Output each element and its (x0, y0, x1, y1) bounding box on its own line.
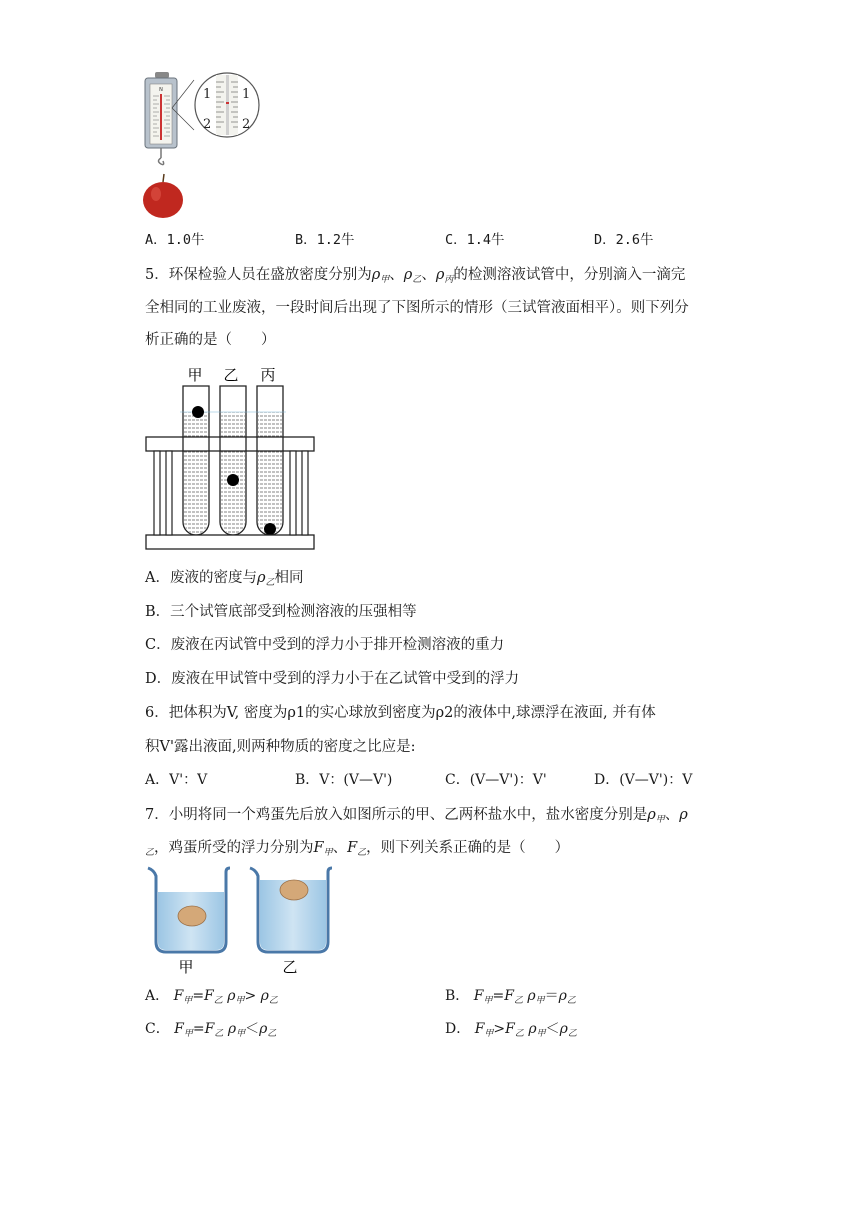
q4-option-a[interactable]: A．1.0牛 (145, 232, 205, 248)
tube-label-jia: 甲 (187, 366, 203, 384)
q6-stem-line-1: 6．把体积为V, 密度为ρ1的实心球放到密度为ρ2的液体中,球漂浮在液面, 并有体 (145, 705, 656, 721)
q4-option-c[interactable]: C．1.4牛 (445, 232, 505, 248)
q5-stem-line-1: 5．环保检验人员在盛放密度分别为$\rho_甲$、$\rho_乙$、$\rho_丙$的检测溶液试管中，分别滴入一滴完 (145, 267, 686, 285)
beaker-label-jia: 甲 (178, 958, 194, 976)
magnifier-label-1-left: 1 (203, 87, 212, 102)
magnifier-label-2-right: 2 (242, 117, 251, 132)
test-tube-figure (140, 362, 320, 554)
q5-option-b[interactable]: B．三个试管底部受到检测溶液的压强相等 (145, 604, 417, 620)
q7-option-c[interactable]: C． $F_甲=F_乙$ $\rho_甲<\rho_乙$ (145, 1021, 277, 1039)
spring-scale-figure (140, 70, 260, 220)
spring-scale-image (140, 70, 260, 220)
q4-option-d[interactable]: D．2.6牛 (594, 232, 654, 248)
beaker-label-yi: 乙 (282, 958, 298, 976)
scale-unit-label: N (159, 87, 163, 93)
q6-option-d[interactable]: D．(V—V')：V (594, 772, 693, 788)
q6-stem-line-2: 积V'露出液面,则两种物质的密度之比应是: (145, 739, 416, 755)
q5-option-c[interactable]: C．废液在丙试管中受到的浮力小于排开检测溶液的重力 (145, 637, 505, 653)
q5-stem-line-2: 全相同的工业废液，一段时间后出现了下图所示的情形（三试管液面相平）。则下列分 (145, 300, 689, 316)
tube-label-yi: 乙 (223, 366, 239, 384)
q6-option-a[interactable]: A．V'：V (145, 772, 208, 788)
tube-label-bing: 丙 (260, 366, 276, 384)
test-tube-rack-image (140, 362, 320, 554)
q7-option-a[interactable]: A． $F_甲=F_乙$ $\rho_甲> \rho_乙$ (145, 988, 278, 1006)
magnifier-label-2-left: 2 (203, 117, 212, 132)
q7-option-b[interactable]: B． $F_甲=F_乙$ $\rho_甲=\rho_乙$ (445, 988, 576, 1006)
q6-option-b[interactable]: B．V：(V—V') (295, 772, 393, 788)
q7-stem-line-2: $_乙$，鸡蛋所受的浮力分别为$F_甲$、$F_乙$，则下列关系正确的是（ ） (145, 840, 570, 858)
q5-option-a[interactable]: A．废液的密度与$\rho_乙$相同 (145, 570, 304, 588)
beakers-figure (140, 862, 340, 980)
q7-option-d[interactable]: D． $F_甲>F_乙$ $\rho_甲<\rho_乙$ (445, 1021, 577, 1039)
beakers-image (140, 862, 340, 980)
q5-stem-line-3: 析正确的是（ ） (145, 332, 276, 348)
magnifier-label-1-right: 1 (242, 87, 251, 102)
q6-option-c[interactable]: C．(V—V')：V' (445, 772, 547, 788)
q7-stem-line-1: 7．小明将同一个鸡蛋先后放入如图所示的甲、乙两杯盐水中，盐水密度分别是$\rho_甲$、ρ (145, 807, 688, 825)
q4-option-b[interactable]: B．1.2牛 (295, 232, 355, 248)
q5-option-d[interactable]: D．废液在甲试管中受到的浮力小于在乙试管中受到的浮力 (145, 671, 520, 687)
